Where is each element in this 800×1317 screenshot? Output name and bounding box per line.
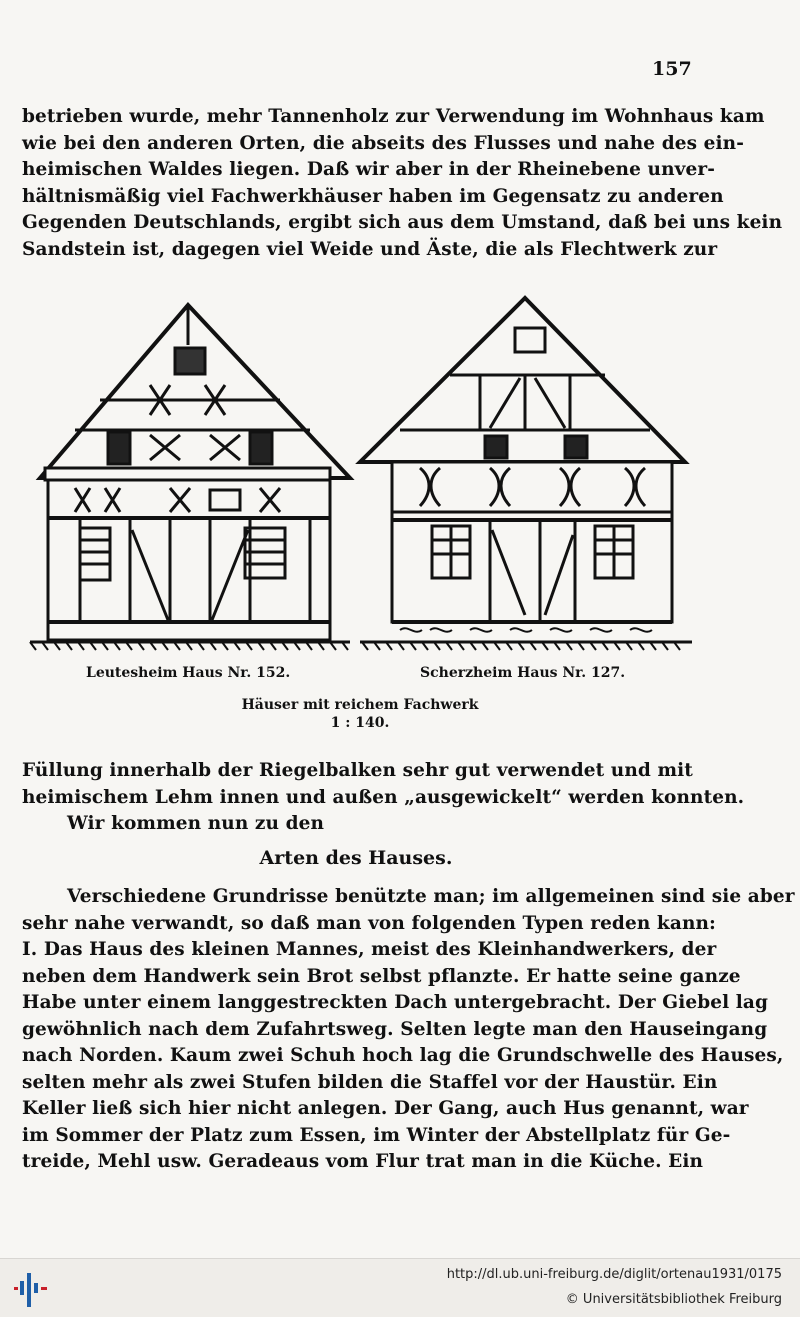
left-house-drawing [30, 305, 350, 650]
viewer-footer [0, 1258, 800, 1317]
text-line: I. Das Haus des kleinen Mannes, meist des Kleinhandwerkers, der [22, 939, 717, 960]
figure-houses [20, 290, 700, 665]
text-line: wie bei den anderen Orten, die abseits des Flusses und nahe des ein- [22, 132, 745, 154]
copyright-notice: © Universitätsbibliothek Freiburg [565, 1292, 782, 1307]
page-number: 157 [652, 58, 692, 80]
text-line: Gegenden Deutschlands, ergibt sich aus dem Umstand, daß bei uns kein [22, 212, 783, 233]
text-line: neben dem Handwerk sein Brot selbst pflanzte. Er hatte seine ganze [22, 965, 741, 987]
text-line: Wir kommen nun zu den [67, 813, 325, 834]
text-line: hältnismäßig viel Fachwerkhäuser haben im Gegensatz zu anderen [22, 185, 724, 207]
caption-right-house: Scherzheim Haus Nr. 127. [420, 665, 626, 681]
figure-title: Häuser mit reichem Fachwerk [241, 697, 479, 713]
text-line: gewöhnlich nach dem Zufahrtsweg. Selten legte man den Hauseingang [22, 1018, 768, 1040]
caption-left-house: Leutesheim Haus Nr. 152. [86, 665, 291, 681]
text-line: betrieben wurde, mehr Tannenholz zur Verwendung im Wohnhaus kam [22, 106, 765, 127]
permalink-url[interactable]: http://dl.ub.uni-freiburg.de/diglit/ortenau1931/0175 [446, 1267, 782, 1282]
text-line: Keller ließ sich hier nicht anlegen. Der Gang, auch Hus genannt, war [22, 1098, 749, 1119]
paragraph-1 [22, 104, 783, 263]
text-line: Habe unter einem langgestreckten Dach untergebracht. Der Giebel lag [22, 992, 769, 1013]
paragraph-3 [22, 884, 795, 1176]
text-line: Füllung innerhalb der Riegelbalken sehr gut verwendet und mit [22, 760, 693, 781]
text-line: nach Norden. Kaum zwei Schuh hoch lag die Grundschwelle des Hauses, [22, 1045, 784, 1066]
text-line: Sandstein ist, dagegen viel Weide und Äste, die als Flechtwerk zur [22, 238, 718, 260]
paragraph-2 [22, 758, 745, 838]
text-line: im Sommer der Platz zum Essen, im Winter der Abstellplatz für Ge- [22, 1124, 731, 1146]
text-line: treide, Mehl usw. Geradeaus vom Flur trat man in die Küche. Ein [22, 1151, 704, 1172]
figure-scale: 1 : 140. [330, 715, 390, 731]
text-line: heimischen Waldes liegen. Daß wir aber in der Rheinebene unver- [22, 159, 715, 180]
right-house-drawing [360, 298, 692, 650]
text-line: sehr nahe verwandt, so daß man von folgenden Typen reden kann: [22, 912, 716, 934]
text-line: Verschiedene Grundrisse benützte man; im allgemeinen sind sie aber [67, 886, 795, 907]
text-line: heimischem Lehm innen und außen „ausgewickelt“ werden konnten. [22, 786, 745, 808]
library-logo-icon [14, 1269, 50, 1311]
house-drawings [20, 290, 700, 665]
text-line: selten mehr als zwei Stufen bilden die Staffel vor der Haustür. Ein [22, 1071, 718, 1093]
section-heading: Arten des Hauses. [259, 847, 453, 869]
